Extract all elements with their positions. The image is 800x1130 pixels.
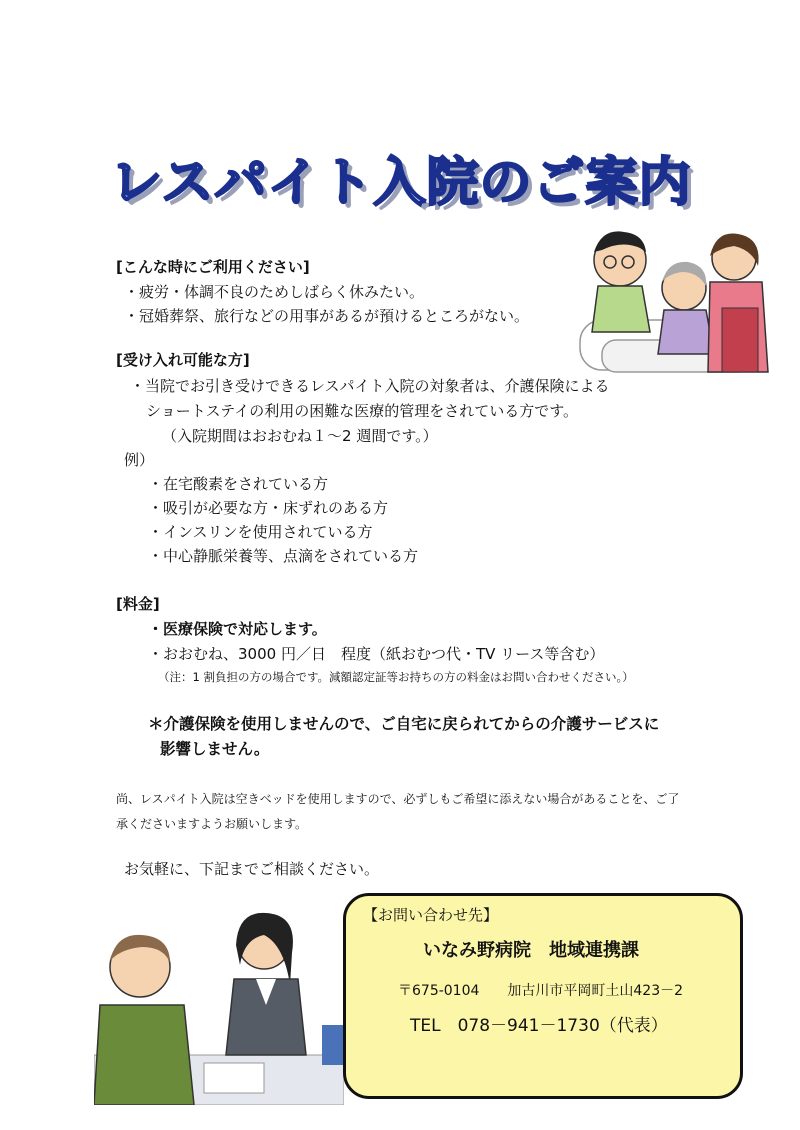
- caregivers-illustration: [572, 222, 772, 378]
- example-label: 例）: [124, 451, 155, 469]
- example-item: ・在宅酸素をされている方: [148, 475, 329, 493]
- section-heading-usage: [こんな時にご利用ください]: [116, 258, 310, 276]
- page-title: レスパイト入院のご案内: [110, 153, 692, 213]
- eligible-text: ・当院でお引き受けできるレスパイト入院の対象者は、介護保険による: [130, 377, 610, 395]
- fee-note: （注：1 割負担の方の場合です。減額認定証等お持ちの方の料金はお問い合わせください。）: [158, 670, 634, 684]
- example-item: ・インスリンを使用されている方: [148, 523, 373, 541]
- usage-item: ・疲労・体調不良のためしばらく休みたい。: [124, 283, 425, 301]
- usage-item: ・冠婚葬祭、旅行などの用事があるが預けるところがない。: [124, 307, 530, 325]
- eligible-text: ショートステイの利用の困難な医療的管理をされている方です。: [146, 402, 579, 420]
- example-item: ・吸引が必要な方・床ずれのある方: [148, 499, 389, 517]
- example-item: ・中心静脈栄養等、点滴をされている方: [148, 547, 419, 565]
- fee-amount-text: ・おおむね、3000 円／日 程度（紙おむつ代・TV リース等含む）: [148, 645, 605, 663]
- bed-availability-note: 尚、レスパイト入院は空きベッドを使用しますので、必ずしもご希望に添えない場合があることを、ご了: [116, 792, 680, 806]
- fee-insurance-text: ・医療保険で対応します。: [148, 620, 327, 638]
- care-insurance-note: 影響しません。: [160, 740, 270, 758]
- care-insurance-note: ＊介護保険を使用しませんので、ご自宅に戻られてからの介護サービスに: [148, 715, 660, 733]
- section-heading-fee: [料金]: [116, 595, 160, 613]
- contact-name: いなみ野病院 地域連携課: [423, 940, 639, 961]
- stay-period-text: （入院期間はおおむね１～2 週間です。）: [162, 427, 438, 445]
- consult-text: お気軽に、下記までご相談ください。: [124, 860, 380, 878]
- contact-address: 〒675-0104 加古川市平岡町土山423－2: [398, 983, 684, 999]
- contact-label: 【お問い合わせ先】: [363, 906, 499, 924]
- contact-tel: TEL 078－941－1730（代表）: [410, 1016, 668, 1036]
- bed-availability-note: 承くださいますようお願いします。: [116, 817, 308, 831]
- section-heading-eligible: [受け入れ可能な方]: [116, 351, 250, 369]
- consultation-illustration: [94, 905, 344, 1105]
